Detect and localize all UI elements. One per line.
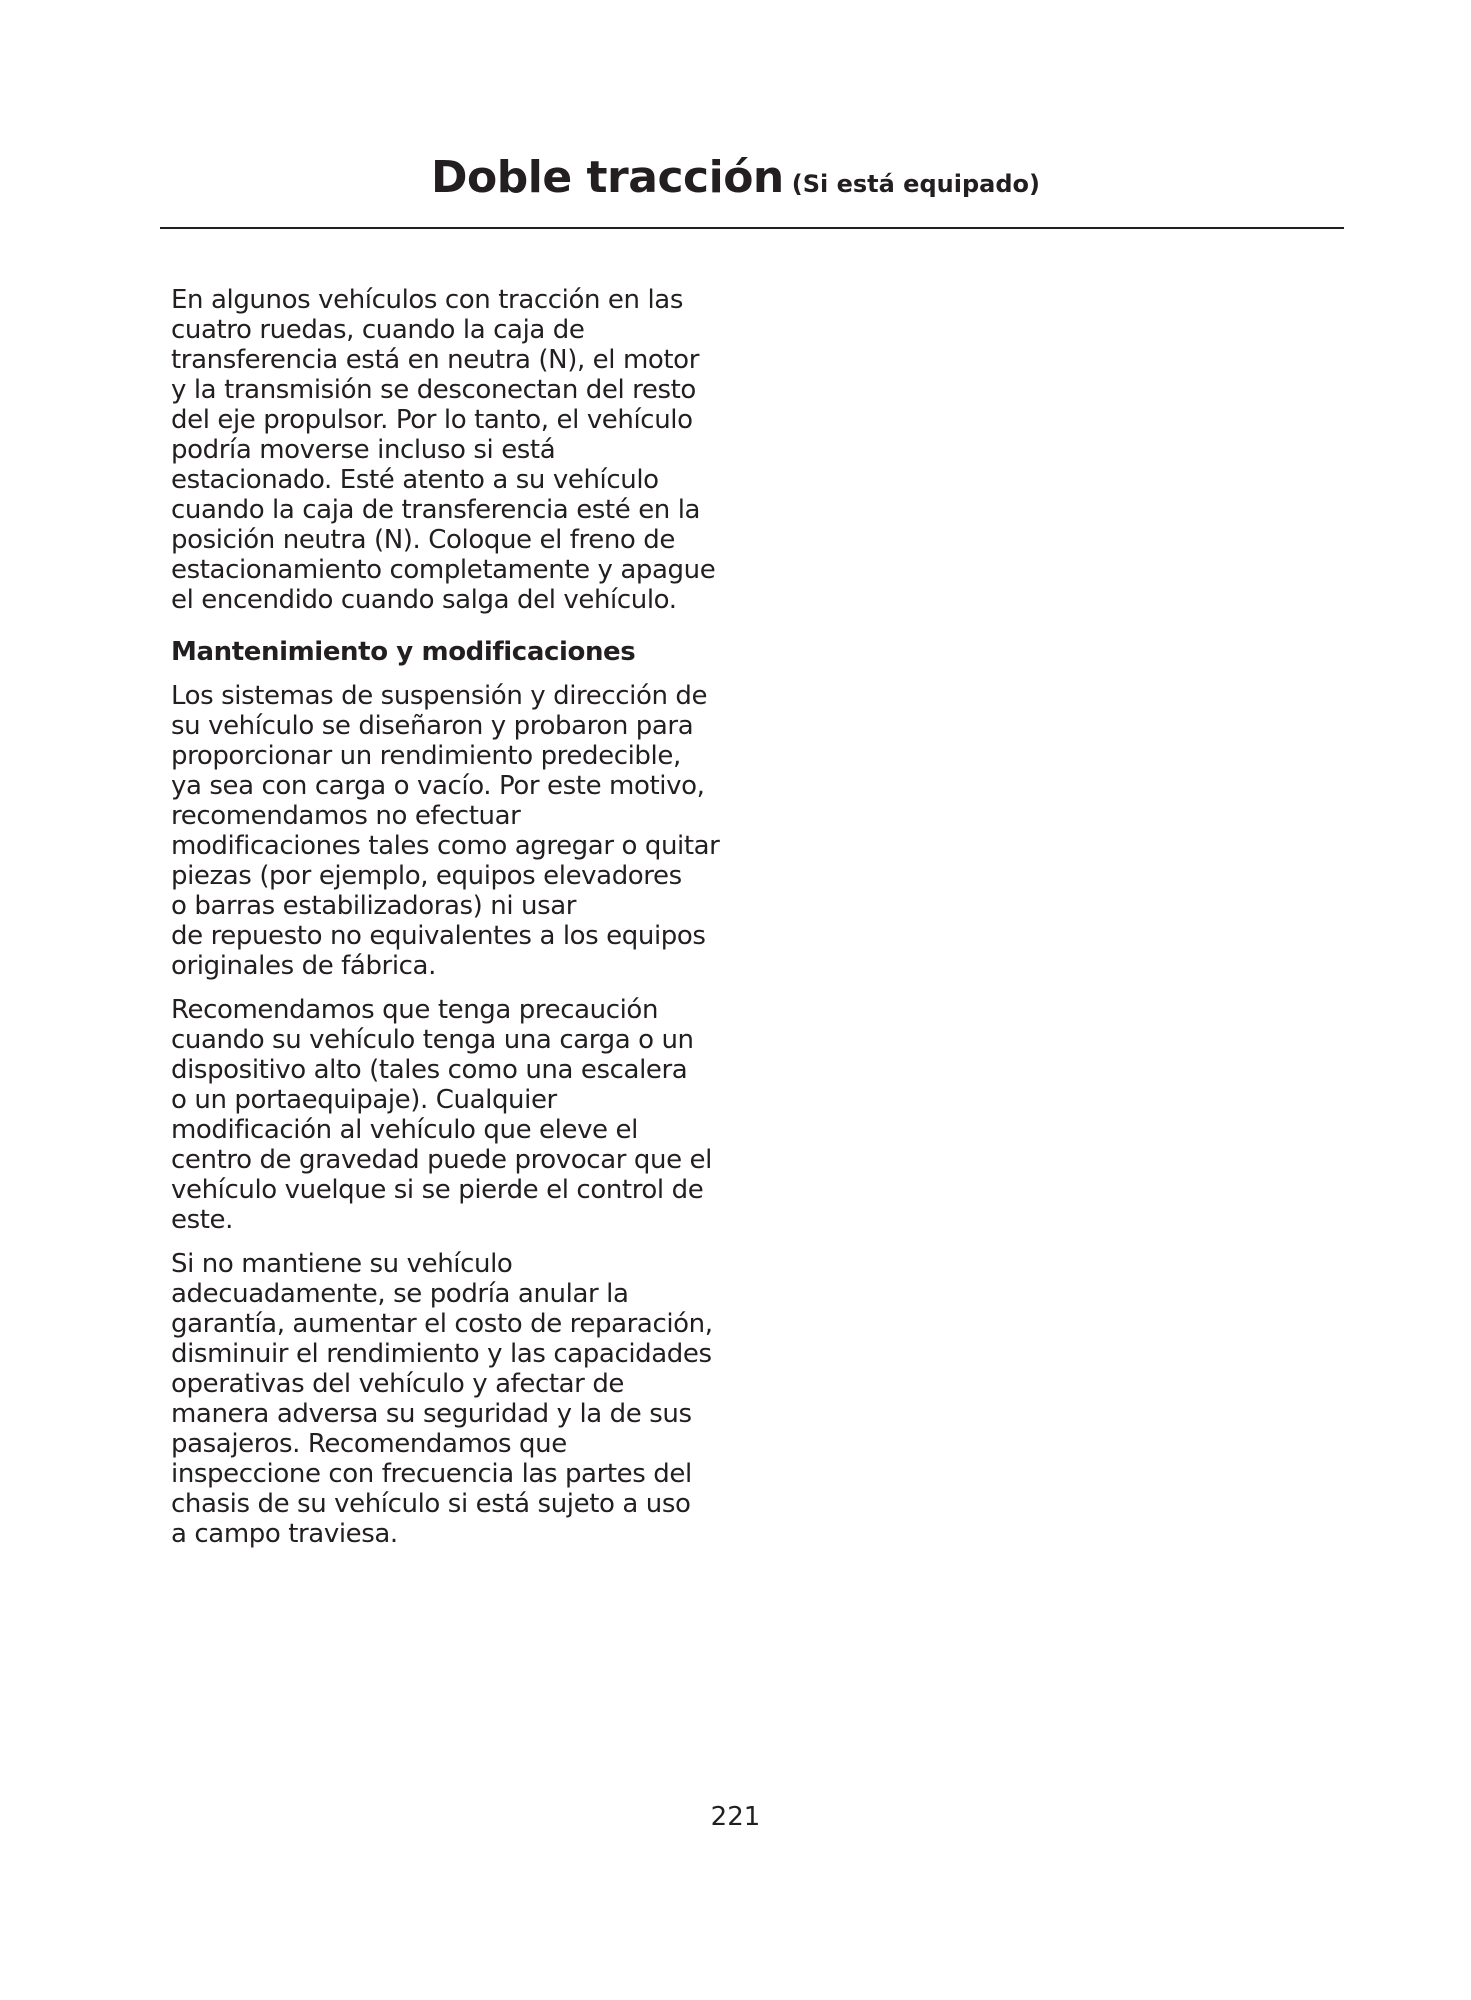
text-line: de repuesto no equivalentes a los equipos — [171, 921, 706, 951]
text-line: inspeccione con frecuencia las partes del — [171, 1459, 692, 1489]
text-line: adecuadamente, se podría anular la — [171, 1279, 629, 1309]
text-line: chasis de su vehículo si está sujeto a uso — [171, 1489, 691, 1519]
text-line: cuando la caja de transferencia esté en la — [171, 495, 701, 525]
text-line: manera adversa su seguridad y la de sus — [171, 1399, 692, 1429]
text-line: posición neutra (N). Coloque el freno de — [171, 525, 675, 555]
paragraph-maintenance-warranty — [171, 1249, 731, 1549]
text-line: del eje propulsor. Por lo tanto, el vehículo — [171, 405, 693, 435]
text-column — [171, 285, 731, 1563]
text-line: pasajeros. Recomendamos que — [171, 1429, 567, 1459]
text-line: el encendido cuando salga del vehículo. — [171, 585, 677, 615]
page-header — [0, 152, 1471, 203]
header-divider — [160, 227, 1344, 229]
text-line: ya sea con carga o vacío. Por este motivo, — [171, 771, 705, 801]
text-line: dispositivo alto (tales como una escalera — [171, 1055, 688, 1085]
text-line: cuando su vehículo tenga una carga o un — [171, 1025, 694, 1055]
text-line: Si no mantiene su vehículo — [171, 1249, 513, 1279]
text-line: centro de gravedad puede provocar que el — [171, 1145, 712, 1175]
text-line: estacionamiento completamente y apague — [171, 555, 716, 585]
text-line: cuatro ruedas, cuando la caja de — [171, 315, 585, 345]
text-line: originales de fábrica. — [171, 951, 436, 981]
text-line: modificaciones tales como agregar o quitar — [171, 831, 720, 861]
text-line: disminuir el rendimiento y las capacidades — [171, 1339, 712, 1369]
text-line: Recomendamos que tenga precaución — [171, 995, 659, 1025]
page-title: Doble tracción — [431, 152, 784, 203]
paragraph-suspension-steering — [171, 681, 731, 981]
text-line: recomendamos no efectuar — [171, 801, 521, 831]
text-line: este. — [171, 1205, 233, 1235]
text-line: vehículo vuelque si se pierde el control de — [171, 1175, 704, 1205]
text-line: Los sistemas de suspensión y dirección de — [171, 681, 708, 711]
text-line: estacionado. Esté atento a su vehículo — [171, 465, 659, 495]
text-line: o un portaequipaje). Cualquier — [171, 1085, 557, 1115]
text-line: a campo traviesa. — [171, 1519, 398, 1549]
text-line: o barras estabilizadoras) ni usar — [171, 891, 577, 921]
page-subtitle: (Si está equipado) — [791, 170, 1040, 198]
text-line: transferencia está en neutra (N), el motor — [171, 345, 699, 375]
paragraph-load-caution — [171, 995, 731, 1235]
section-heading: Mantenimiento y modificaciones — [171, 637, 636, 667]
text-line: modificación al vehículo que eleve el — [171, 1115, 638, 1145]
text-line: su vehículo se diseñaron y probaron para — [171, 711, 694, 741]
text-line: proporcionar un rendimiento predecible, — [171, 741, 681, 771]
text-line: En algunos vehículos con tracción en las — [171, 285, 683, 315]
page-number: 221 — [710, 1802, 761, 1832]
text-line: garantía, aumentar el costo de reparación, — [171, 1309, 713, 1339]
text-line: y la transmisión se desconectan del resto — [171, 375, 696, 405]
text-line: piezas (por ejemplo, equipos elevadores — [171, 861, 682, 891]
text-line: podría moverse incluso si está — [171, 435, 556, 465]
paragraph-neutral-transfer-case — [171, 285, 731, 615]
text-line: operativas del vehículo y afectar de — [171, 1369, 625, 1399]
